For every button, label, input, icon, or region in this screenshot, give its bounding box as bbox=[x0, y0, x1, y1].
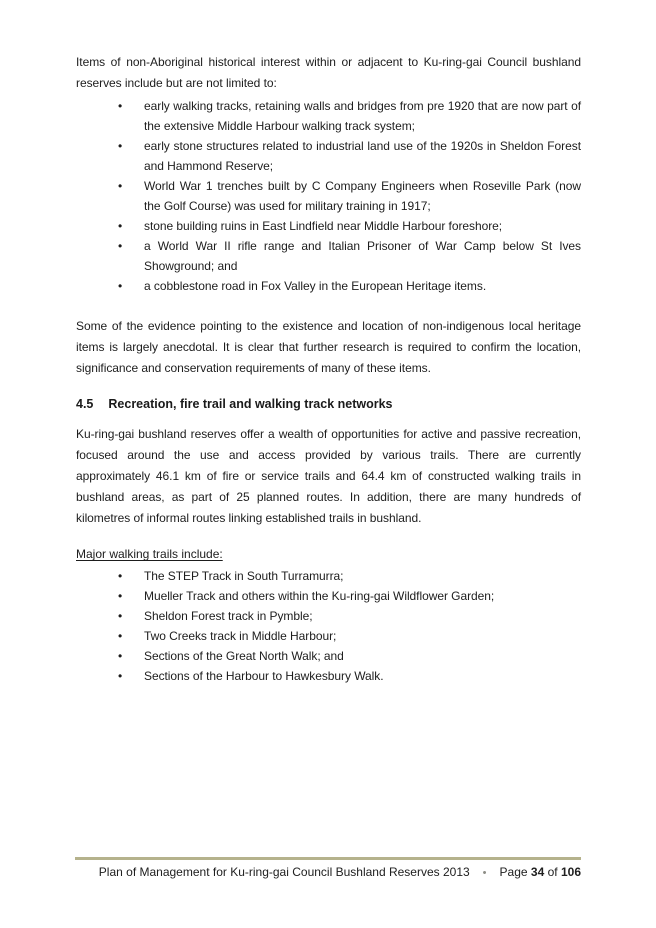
heritage-list-item: • a World War II rifle range and Italian Prisoner of War Camp below St Ives Showground; and bbox=[144, 236, 581, 276]
heritage-list-item: • a cobblestone road in Fox Valley in the European Heritage items. bbox=[144, 276, 581, 296]
page-word: Page bbox=[499, 865, 528, 879]
heritage-list-item: • early walking tracks, retaining walls and bridges from pre 1920 that are now part of the extensive Middle Harbour walking track system; bbox=[144, 96, 581, 136]
page-indicator bbox=[500, 865, 581, 879]
trail-list-item: • Sheldon Forest track in Pymble; bbox=[144, 606, 581, 626]
trails-intro: Major walking trails include: bbox=[76, 547, 223, 561]
trails-list bbox=[76, 566, 581, 686]
section-heading bbox=[76, 395, 581, 413]
heritage-list-item: • World War 1 trenches built by C Company Engineers when Roseville Park (now the Golf Course) was used for military training in 1917; bbox=[144, 176, 581, 216]
section-title: Recreation, fire trail and walking track networks bbox=[108, 397, 393, 411]
trail-list-item: • Two Creeks track in Middle Harbour; bbox=[144, 626, 581, 646]
heritage-list-item: • stone building ruins in East Lindfield near Middle Harbour foreshore; bbox=[144, 216, 581, 236]
page-of-word: of bbox=[547, 865, 558, 879]
heritage-items-list bbox=[76, 96, 581, 296]
bullet-separator-icon: • bbox=[482, 867, 487, 879]
evidence-paragraph: Some of the evidence pointing to the existence and location of non-indigenous local heritage items is largely anecdotal. It is clear that further research is required to confirm the location, significance and conservation requirements of many of these items. bbox=[76, 319, 581, 375]
intro-paragraph: Items of non-Aboriginal historical interest within or adjacent to Ku-ring-gai Council bushland reserves include but are not limited to: bbox=[76, 55, 581, 90]
trail-list-item: • Mueller Track and others within the Ku-ring-gai Wildflower Garden; bbox=[144, 586, 581, 606]
page-footer bbox=[75, 857, 581, 879]
heritage-list-item: • early stone structures related to industrial land use of the 1920s in Sheldon Forest and Hammond Reserve; bbox=[144, 136, 581, 176]
recreation-paragraph: Ku-ring-gai bushland reserves offer a wealth of opportunities for active and passive recreation, focused around the use and access provided by various trails. There are currently approximately 46.1 km of fire or service trails and 64.4 km of constructed walking trails in bushland areas, as part of 25 planned routes. In addition, there are many hundreds of kilometres of informal routes linking established trails in bushland. bbox=[76, 427, 581, 525]
footer-text-line bbox=[75, 865, 581, 879]
footer-document-title: Plan of Management for Ku-ring-gai Council Bushland Reserves 2013 bbox=[98, 865, 470, 879]
page-total: 106 bbox=[560, 865, 581, 879]
page-number: 34 bbox=[530, 865, 545, 879]
trail-list-item: • The STEP Track in South Turramurra; bbox=[144, 566, 581, 586]
section-number: 4.5 bbox=[76, 397, 94, 411]
trail-list-item: • Sections of the Harbour to Hawkesbury Walk. bbox=[144, 666, 581, 686]
footer-rule bbox=[75, 857, 581, 860]
trail-list-item: • Sections of the Great North Walk; and bbox=[144, 646, 581, 666]
